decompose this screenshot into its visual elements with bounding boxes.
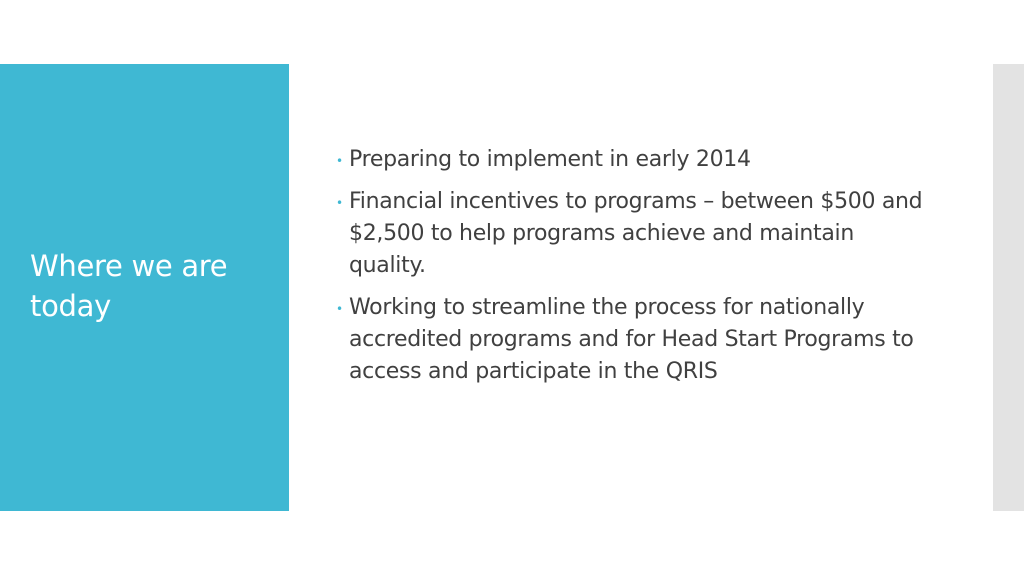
list-item — [336, 292, 936, 388]
bullet-icon: • — [336, 154, 343, 168]
bullet-text: Financial incentives to programs – between $500 and $2,500 to help programs achieve and maintain quality. — [349, 189, 923, 278]
slide-title: Where we are today — [30, 249, 228, 323]
side-strip — [993, 64, 1024, 511]
bullet-text: Working to streamline the process for nationally accredited programs and for Head Start Programs to access and participate in the QRIS — [349, 295, 914, 384]
list-item — [336, 144, 936, 176]
bullet-icon: • — [336, 302, 343, 316]
bullet-icon: • — [336, 196, 343, 210]
bullet-list — [336, 144, 936, 398]
bullet-text: Preparing to implement in early 2014 — [349, 147, 751, 172]
list-item — [336, 186, 936, 282]
